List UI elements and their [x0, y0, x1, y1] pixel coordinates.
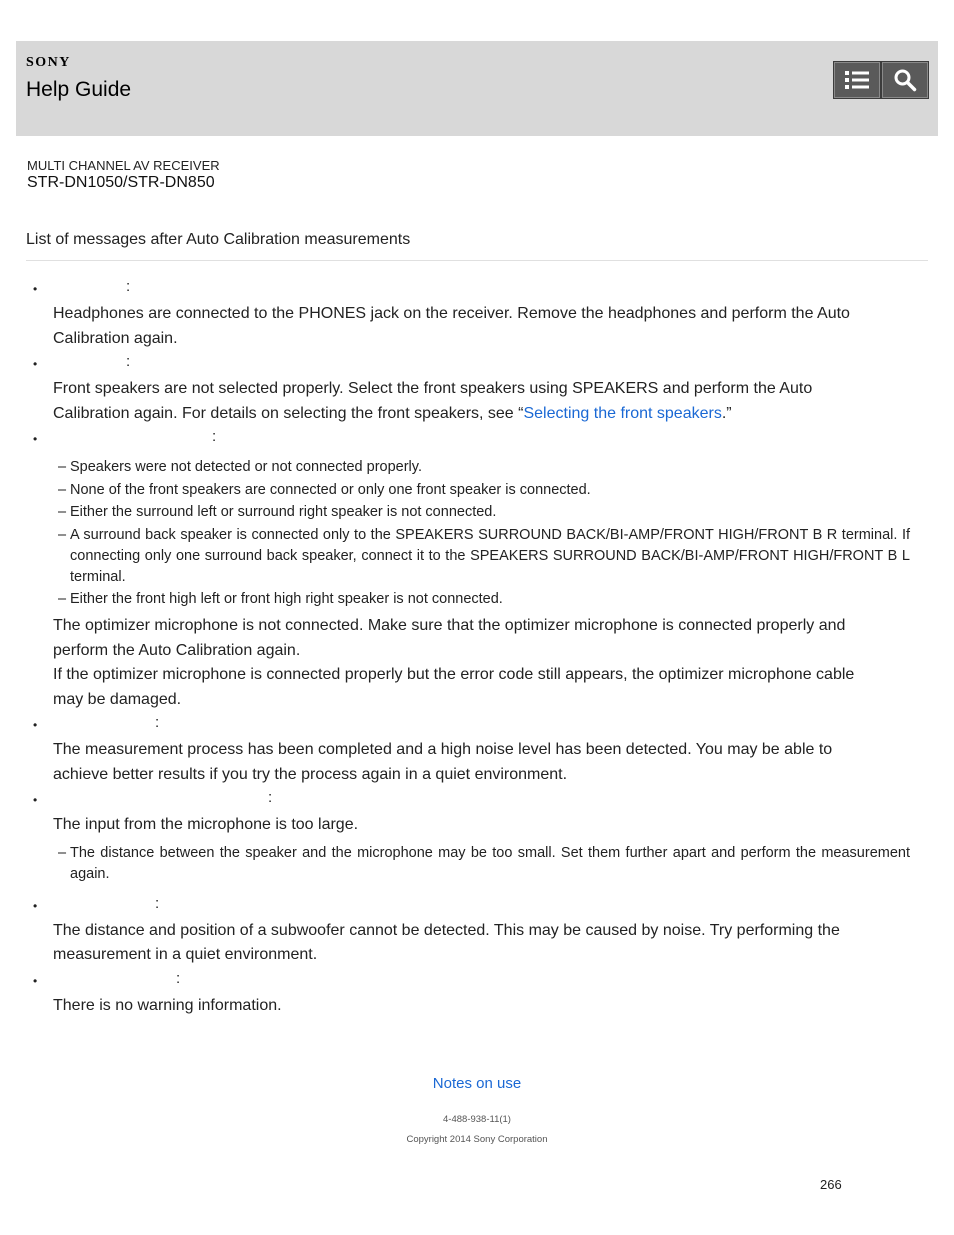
- message-description: Headphones are connected to the PHONES jack on the receiver. Remove the headphones and perform the Auto Calibration again.: [53, 305, 850, 347]
- selecting-front-speakers-link[interactable]: Selecting the front speakers: [523, 404, 722, 422]
- list-icon: [844, 69, 870, 91]
- document-number: 4-488-938-11(1): [443, 1114, 511, 1125]
- message-colon: :: [126, 353, 131, 370]
- help-guide-title: Help Guide: [26, 78, 132, 101]
- footer-link-wrap: [0, 1075, 954, 1092]
- product-category: MULTI CHANNEL AV RECEIVER: [27, 158, 220, 173]
- message-item-noise: [0, 714, 954, 738]
- message-description: There is no warning information.: [53, 996, 282, 1014]
- list-item: – Either the surround left or surround right speaker is not connected.: [58, 504, 497, 520]
- cause-list: [0, 843, 954, 885]
- message-colon: :: [126, 278, 131, 295]
- bullet: •: [33, 357, 38, 371]
- message-colon: :: [155, 894, 160, 912]
- list-item: – A surround back speaker is connected only to the SPEAKERS SURROUND BACK/BI-AMP/FRONT HIGH/FRONT B R terminal. If connecting only one surround back speaker, connect it to the SPEAKERS SURROUND BACK/BI-AMP/FRONT HIGH/FRONT B L terminal.: [58, 526, 910, 585]
- copyright-text: Copyright 2014 Sony Corporation: [406, 1134, 548, 1145]
- search-button[interactable]: [881, 61, 929, 99]
- message-colon: :: [212, 428, 217, 445]
- message-item-no-speaker: [0, 428, 954, 452]
- description-text: Front speakers are not selected properly. Select the front speakers using SPEAKERS and perform the Auto Calibration again. For details on selecting the front speakers, see “: [53, 380, 813, 422]
- message-colon: :: [176, 969, 181, 987]
- list-item: – Either the front high left or front high right speaker is not connected.: [58, 591, 503, 607]
- cause-list: [0, 457, 954, 610]
- bullet: •: [33, 432, 38, 446]
- message-colon: :: [268, 789, 273, 806]
- message-item-phones: [0, 278, 954, 302]
- list-item: – Speakers were not detected or not connected properly.: [58, 459, 422, 475]
- bullet: •: [33, 898, 38, 913]
- message-item-subwoofer: [0, 895, 954, 919]
- message-colon: :: [155, 714, 160, 731]
- product-model: STR-DN1050/STR-DN850: [27, 174, 215, 191]
- page-header: [16, 41, 938, 136]
- topic-title: List of messages after Auto Calibration measurements: [26, 231, 411, 248]
- message-description: The distance and position of a subwoofer cannot be detected. This may be caused by noise. Try performing the measurement in a quiet environment.: [53, 921, 840, 963]
- message-description: The measurement process has been completed and a high noise level has been detected. You may be able to achieve better results if you try the process again in a quiet environment.: [53, 741, 833, 783]
- message-item-front-select: [0, 353, 954, 377]
- page-number: 266: [820, 1177, 842, 1192]
- sony-logo: SONY: [26, 55, 71, 70]
- message-list: [0, 278, 954, 1018]
- search-icon: [893, 68, 917, 92]
- table-of-contents-button[interactable]: [833, 61, 881, 99]
- message-description: The input from the microphone is too large.: [53, 816, 359, 833]
- title-divider: [26, 260, 928, 261]
- bullet: •: [33, 973, 38, 988]
- message-description: [0, 377, 954, 426]
- notes-on-use-link[interactable]: Notes on use: [432, 1075, 522, 1092]
- message-description: The optimizer microphone is not connected. Make sure that the optimizer microphone is connected properly and perform the Auto Calibration again.: [53, 617, 846, 659]
- list-item: – None of the front speakers are connected or only one front speaker is connected.: [58, 481, 591, 498]
- message-item-no-warning: [0, 970, 954, 994]
- message-item-mic-large: [0, 789, 954, 813]
- message-description: If the optimizer microphone is connected properly but the error code still appears, the optimizer microphone cable may be damaged.: [53, 666, 855, 708]
- bullet: •: [33, 793, 38, 807]
- list-item: – The distance between the speaker and the microphone may be too small. Set them further apart and perform the measurement again.: [58, 844, 910, 882]
- bullet: •: [33, 282, 38, 296]
- bullet: •: [33, 718, 38, 732]
- description-text-end: .”: [721, 404, 732, 422]
